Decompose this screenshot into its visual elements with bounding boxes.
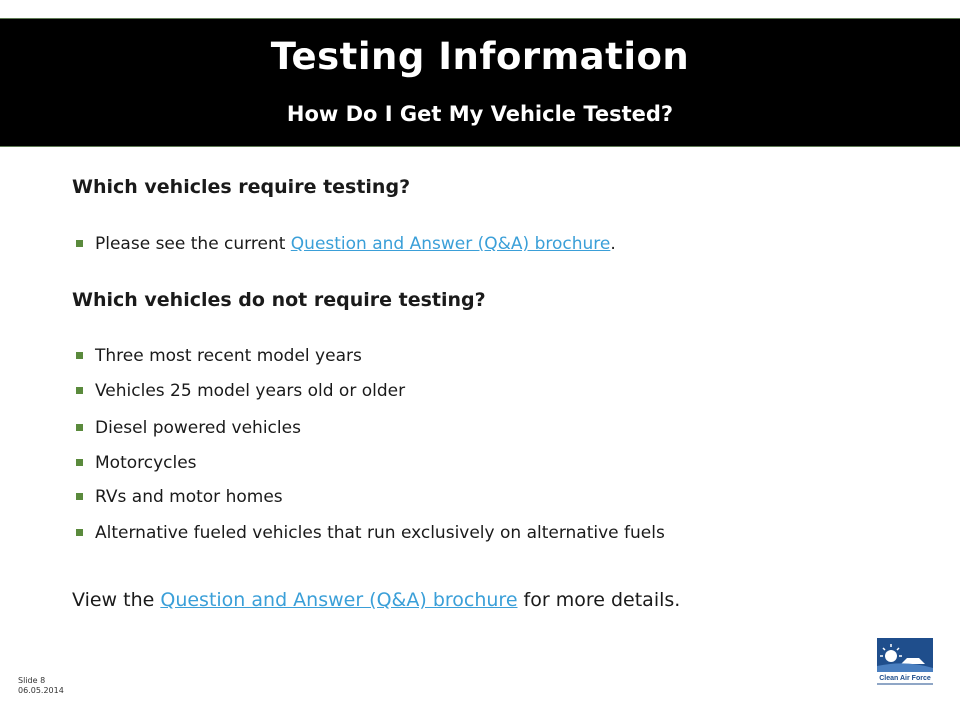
- list-item-text: Three most recent model years: [95, 346, 362, 366]
- list-item-text: RVs and motor homes: [95, 487, 283, 507]
- list-item-text: Vehicles 25 model years old or older: [95, 381, 406, 401]
- bullet-icon: [76, 529, 83, 536]
- logo-text: Clean Air Force: [879, 675, 931, 682]
- slide-date: 06.05.2014: [18, 686, 64, 695]
- bullet-icon: [76, 424, 83, 431]
- slide-subtitle: How Do I Get My Vehicle Tested?: [286, 102, 674, 126]
- list-item: [72, 381, 405, 401]
- note-prefix: View the: [72, 589, 161, 611]
- list-item: [72, 523, 665, 543]
- list-item-text: Diesel powered vehicles: [95, 418, 301, 438]
- bullet-icon: [76, 387, 83, 394]
- bullet-icon: [76, 459, 83, 466]
- clean-air-force-logo-icon: [871, 638, 939, 688]
- bullet-icon: [76, 352, 83, 359]
- bullet-text-suffix: .: [610, 234, 616, 254]
- list-item-text: Motorcycles: [95, 453, 197, 473]
- bullet-icon: [76, 240, 83, 247]
- slide-number: Slide 8: [18, 676, 46, 685]
- list-item: [72, 346, 362, 366]
- bullet-icon: [76, 493, 83, 500]
- list-item: [72, 487, 283, 507]
- qa-brochure-footer-link[interactable]: Question and Answer (Q&A) brochure: [160, 589, 518, 611]
- slide-footer-meta: [18, 676, 64, 696]
- bullet-text-prefix: Please see the current: [95, 234, 291, 254]
- title-banner: [0, 18, 960, 147]
- list-item: [72, 418, 301, 438]
- section-heading-not-require-testing: Which vehicles do not require testing?: [72, 289, 486, 311]
- details-note: [72, 589, 680, 611]
- note-suffix: for more details.: [517, 589, 681, 611]
- qa-brochure-link[interactable]: Question and Answer (Q&A) brochure: [290, 234, 611, 254]
- list-item: [72, 453, 197, 473]
- list-item-text: Alternative fueled vehicles that run exclusively on alternative fuels: [95, 523, 665, 543]
- bullet-qa-reference: [72, 234, 616, 254]
- slide-title: Testing Information: [270, 35, 690, 78]
- section-heading-requires-testing: Which vehicles require testing?: [72, 176, 411, 198]
